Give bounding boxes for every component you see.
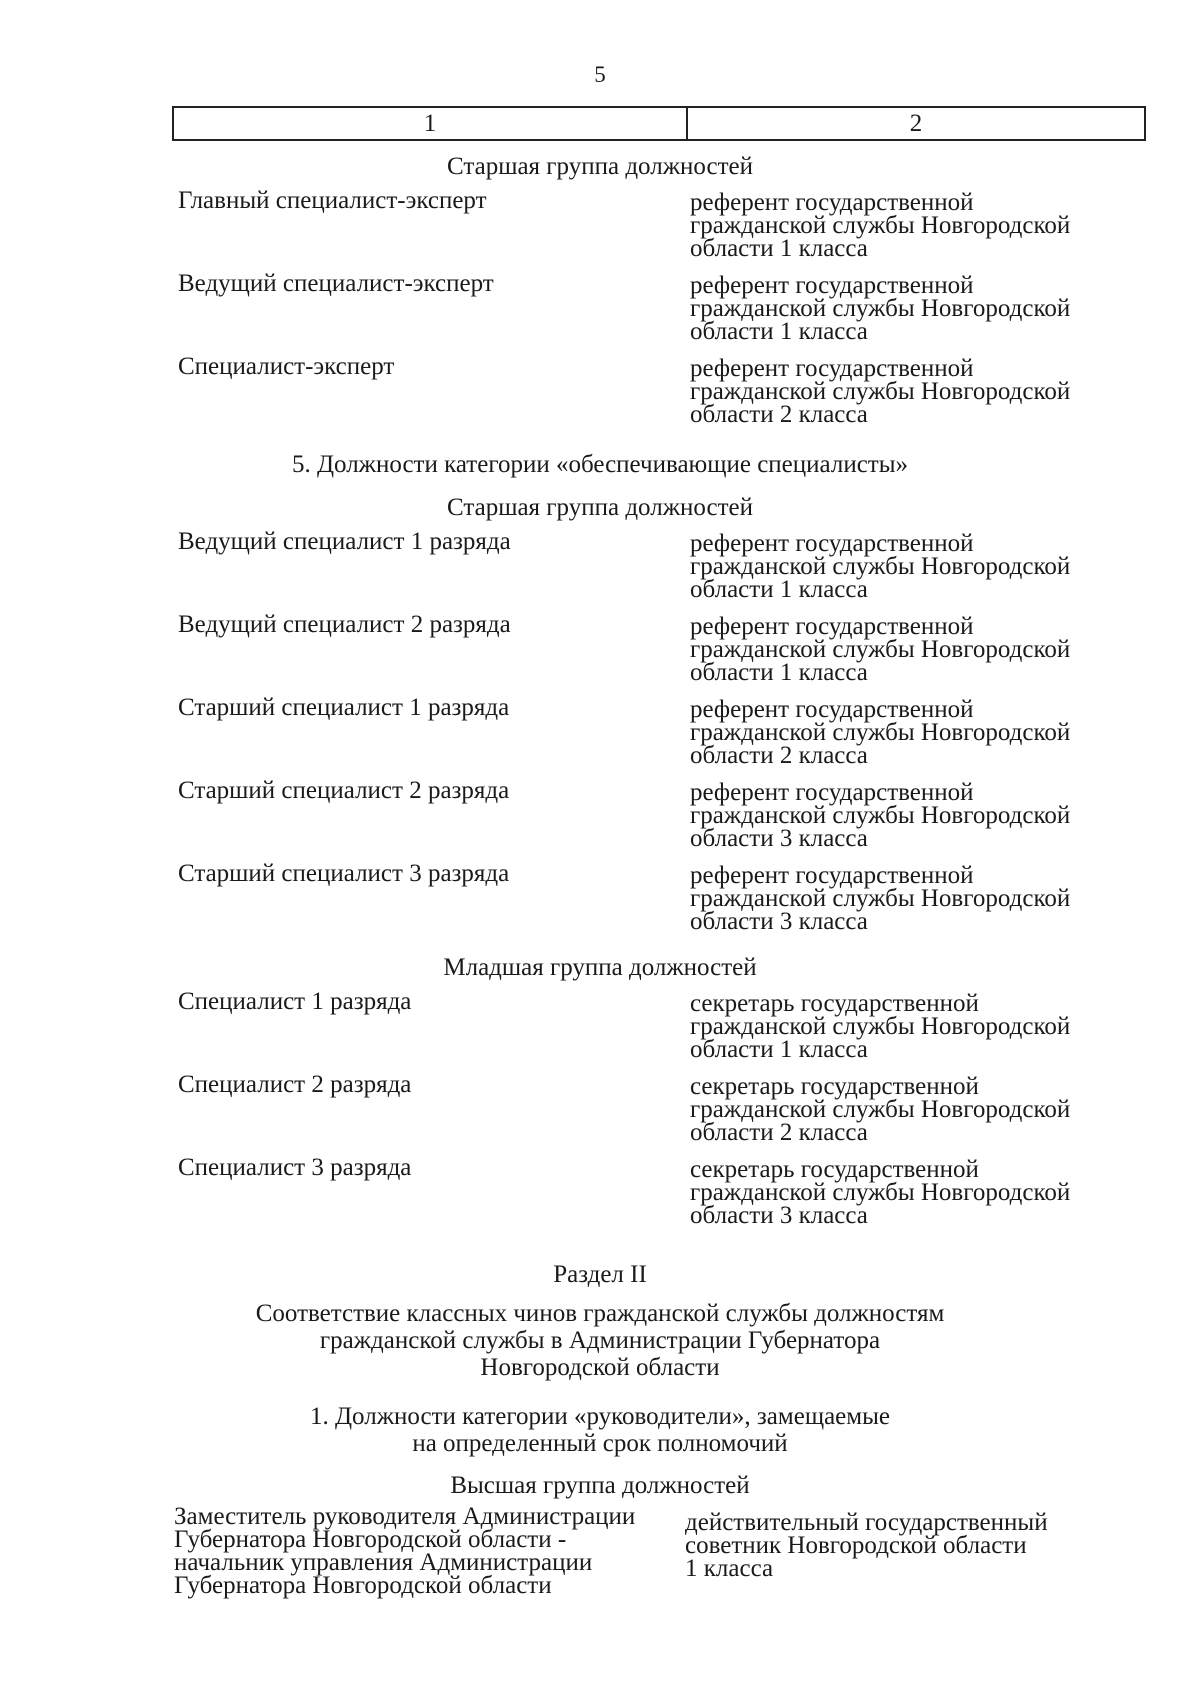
- position-title: Старший специалист 3 разряда: [178, 860, 510, 887]
- heading-highest-group: Высшая группа должностей: [450, 1472, 750, 1499]
- table-header: [172, 106, 1146, 141]
- class-rank: референт государственной гражданской службы Новгородской области 1 класса: [690, 613, 1071, 686]
- class-rank: референт государственной гражданской службы Новгородской области 1 класса: [690, 189, 1071, 262]
- position-title: Ведущий специалист 2 разряда: [178, 611, 511, 638]
- class-rank: секретарь государственной гражданской службы Новгородской области 2 класса: [690, 1073, 1071, 1146]
- table-row: [0, 1155, 1200, 1235]
- class-rank: референт государственной гражданской службы Новгородской области 3 класса: [690, 862, 1071, 935]
- page-number: 5: [594, 62, 606, 87]
- class-rank: референт государственной гражданской службы Новгородской области 2 класса: [690, 696, 1071, 769]
- table-row: [0, 1505, 1200, 1615]
- table-row: [0, 778, 1200, 858]
- table-row: [0, 989, 1200, 1069]
- position-title: Специалист 2 разряда: [178, 1071, 412, 1098]
- position-title: Специалист 1 разряда: [178, 988, 412, 1015]
- table-row: [0, 1072, 1200, 1152]
- table-row: [0, 861, 1200, 941]
- position-title: Специалист 3 разряда: [178, 1154, 412, 1181]
- heading-senior-group: Старшая группа должностей: [447, 494, 753, 521]
- position-title: Ведущий специалист 1 разряда: [178, 528, 511, 555]
- class-rank: действительный государственный советник Новгородской области 1 класса: [685, 1509, 1048, 1582]
- heading-category-1: 1. Должности категории «руководители», замещаемые на определенный срок полномочий: [310, 1403, 890, 1457]
- table-row: [0, 354, 1200, 434]
- class-rank: референт государственной гражданской службы Новгородской области 2 класса: [690, 355, 1071, 428]
- position-title: Главный специалист-эксперт: [178, 187, 487, 214]
- class-rank: референт государственной гражданской службы Новгородской области 3 класса: [690, 779, 1071, 852]
- heading-section-2: Раздел II: [553, 1261, 647, 1288]
- heading-section-2-title: Соответствие классных чинов гражданской службы должностям гражданской службы в Администрации Губернатора Новгородской области: [255, 1300, 945, 1381]
- position-title: Специалист-эксперт: [178, 353, 395, 380]
- heading-junior-group: Младшая группа должностей: [443, 954, 757, 981]
- table-row: [0, 271, 1200, 351]
- class-rank: секретарь государственной гражданской службы Новгородской области 1 класса: [690, 990, 1071, 1063]
- class-rank: референт государственной гражданской службы Новгородской области 1 класса: [690, 530, 1071, 603]
- table-header-col2: 2: [909, 110, 923, 137]
- position-title: Старший специалист 1 разряда: [178, 694, 510, 721]
- heading-senior-group: Старшая группа должностей: [447, 153, 753, 180]
- class-rank: секретарь государственной гражданской службы Новгородской области 3 класса: [690, 1156, 1071, 1229]
- position-title: Заместитель руководителя Администрации Губернатора Новгородской области - начальник управления Администрации Губернатора Новгородской области: [174, 1503, 636, 1599]
- position-title: Старший специалист 2 разряда: [178, 777, 510, 804]
- position-title: Ведущий специалист-эксперт: [178, 270, 494, 297]
- class-rank: референт государственной гражданской службы Новгородской области 1 класса: [690, 272, 1071, 345]
- table-row: [0, 188, 1200, 268]
- table-row: [0, 529, 1200, 609]
- table-row: [0, 612, 1200, 692]
- heading-category-5: 5. Должности категории «обеспечивающие специалисты»: [291, 451, 909, 478]
- table-header-col1: 1: [174, 108, 688, 139]
- table-row: [0, 695, 1200, 775]
